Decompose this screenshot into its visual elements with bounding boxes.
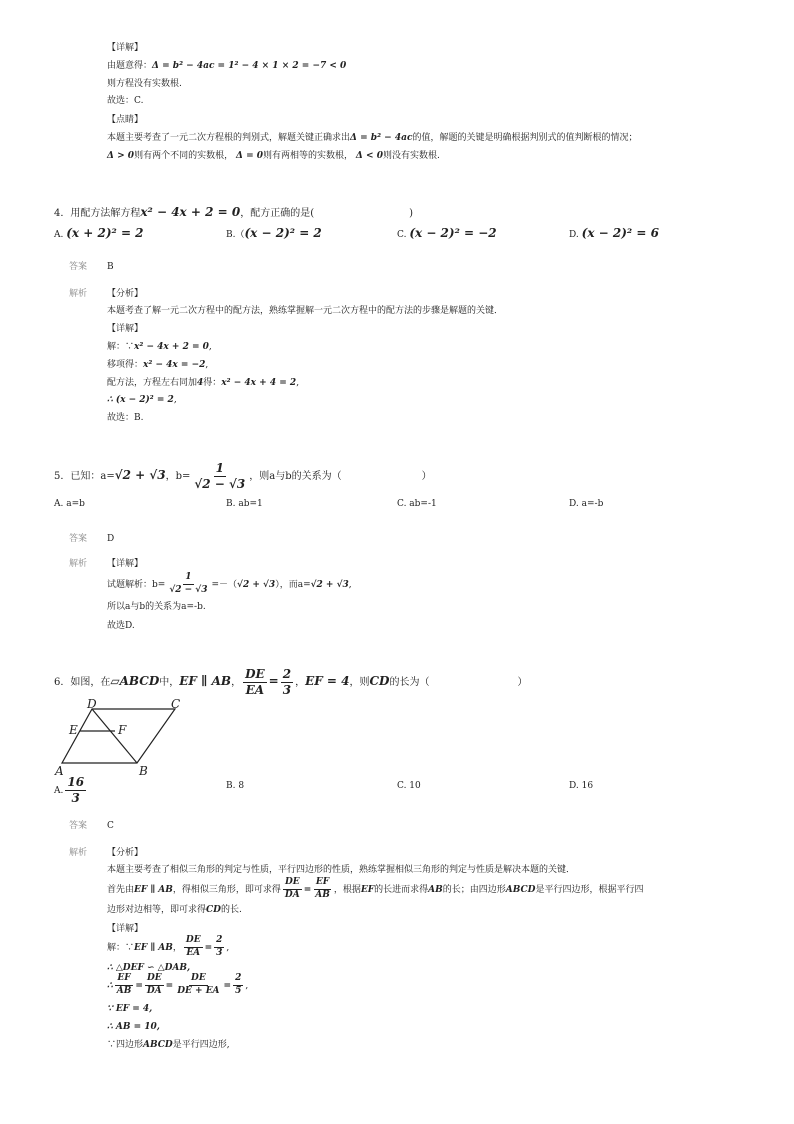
analysis-line: 本题主要考查了相似三角形的判定与性质，平行四边形的性质，熟练掌握相似三角形的判定与性质是解决本题的关键． [107,865,576,875]
option-d: D. (x − 2)² = 6 [569,226,659,240]
analysis-line: ∵四边形ABCD是平行四边形, [107,1040,230,1050]
point-line: Δ > 0则有两个不同的实数根， Δ = 0则有两相等的实数根， Δ < 0则没有实数根. [107,151,440,161]
question-6-stem: 6．如图，在▱ABCD中，EF ∥ AB， $\frac{DE}{EA}$ = $\frac{2}{3}$ ，EF = 4，则CD的长为（ ） [54,667,528,698]
analysis-line: 解：∵x² − 4x + 2 = 0, [107,342,212,352]
answer-value: D [107,534,115,544]
answer-value: C [107,821,114,831]
option-a: A. a=b [54,499,85,509]
answer-label: 答案 [69,534,88,544]
question-4-stem: 4．用配方法解方程x² − 4x + 2 = 0，配方正确的是( ) [54,205,414,219]
solution-line: 故选：C. [107,96,144,106]
option-c: C. (x − 2)² = −2 [397,226,497,240]
solution-line: 则方程没有实数根. [107,79,182,89]
diagonal-db [92,709,137,763]
point-tag: 【点睛】 [107,115,144,125]
analysis-line: 解：∵EF ∥ AB， $\frac{DE}{EA}$ = $\frac{2}{3}$ , [107,935,230,958]
option-b: B. 8 [226,781,245,791]
analysis-line: 【分析】 [107,289,144,299]
analysis-line: 本题考查了解一元二次方程中的配方法，熟练掌握解一元二次方程中的配方法的步骤是解题的关键． [107,306,504,316]
answer-value: B [107,262,114,272]
option-c: C. 10 [397,781,421,791]
discriminant-formula: Δ = b² − 4ac = 1² − 4 × 1 × 2 = −7 < 0 [152,61,347,71]
analysis-line: 【详解】 [107,324,144,334]
analysis-label: 解析 [69,289,88,299]
option-b: B. ab=1 [226,499,263,509]
option-d: D. a=-b [569,499,604,509]
question-5-stem: 5．已知：a=√2 + √3，b= $\frac{1}{√2 - √3}$ ，则a与b的关系为（ ） [54,461,432,492]
point-line: 本题主要考查了一元二次方程根的判别式，解题关键正确求出Δ = b² − 4ac的值，解题的关键是明确根据判别式的值判断根的情况； [107,133,638,143]
option-a: A. (x + 2)² = 2 [54,226,144,240]
label-d: D [87,697,97,711]
analysis-line: 故选D. [107,621,135,631]
option-a: A. $\frac{16}{3}$ [54,775,85,806]
detail-tag: 【详解】 [107,43,144,53]
analysis-line: ∵ EF = 4, [107,1004,153,1014]
analysis-line: 移项得：x² − 4x = −2, [107,360,209,370]
answer-label: 答案 [69,262,88,272]
analysis-line: 首先由EF ∥ AB，得相似三角形，即可求得 $\frac{DE}{DA}$ = $\frac{EF}{AB}$ ，根据EF的长进而求得AB的长；由四边形ABCD是平行四边形，根据平行四 [107,877,644,900]
parallelogram-figure [50,696,190,778]
analysis-line: 【分析】 [107,848,144,858]
analysis-line: 配方法，方程左右同加4得：x² − 4x + 4 = 2, [107,378,300,388]
analysis-label: 解析 [69,848,88,858]
answer-label: 答案 [69,821,88,831]
option-c: C. ab=-1 [397,499,437,509]
solution-line: 由题意得：Δ = b² − 4ac = 1² − 4 × 1 × 2 = −7 < 0 [107,61,347,71]
analysis-line: ∴ AB = 10, [107,1022,160,1032]
analysis-line: 所以a与b的关系为a=-b. [107,602,206,612]
analysis-line: 边形对边相等，即可求得CD的长. [107,905,242,915]
analysis-line: 故选：B. [107,413,144,423]
label-c: C [171,697,181,711]
label-b: B [139,764,148,778]
analysis-line: ∴ $\frac{EF}{AB}$ = $\frac{DE}{DA}$ = $\frac{DE}{DE + EA}$ = $\frac{2}{5}$ , [107,973,249,996]
analysis-line: 【详解】 [107,924,144,934]
label-a: A [55,764,64,778]
label-e: E [69,723,78,737]
analysis-line: 试题解析：b= $\frac{1}{√2 - √3}$ =－（√2 + √3），而a=√2 + √3, [107,572,352,595]
analysis-label: 解析 [69,559,88,569]
analysis-line: ∴ △DEF ∽ △DAB, [107,963,191,973]
analysis-line: 【详解】 [107,559,144,569]
option-b: B.（(x − 2)² = 2 [226,226,322,240]
label-f: F [118,723,127,737]
analysis-line: ∴ (x − 2)² = 2, [107,395,177,405]
option-d: D. 16 [569,781,594,791]
